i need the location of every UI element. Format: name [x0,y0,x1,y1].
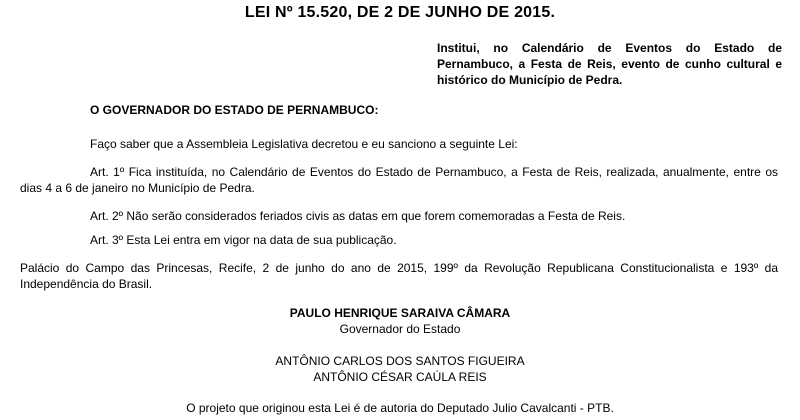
governor-heading: O GOVERNADOR DO ESTADO DE PERNAMBUCO: [90,103,379,117]
secretary-name: ANTÔNIO CARLOS DOS SANTOS FIGUEIRA [275,354,525,368]
article-3: Art. 3º Esta Lei entra em vigor na data de sua publicação. [90,233,397,247]
article-2: Art. 2º Não serão considerados feriados civis as datas em que forem comemoradas a Festa de Reis. [90,209,626,223]
governor-role: Governador do Estado [339,322,461,336]
article-1: Art. 1º Fica instituída, no Calendário de Eventos do Estado de Pernambuco, a Festa de Reis, realizada, anualmente, entre os dias 4 a 6 de janeiro no Município de Pedra. [20,165,778,195]
law-title: LEI Nº 15.520, DE 2 DE JUNHO DE 2015. [244,4,556,21]
authorship-note: O projeto que originou esta Lei é de autoria do Deputado Julio Cavalcanti - PTB. [186,401,614,415]
law-ementa: Institui, no Calendário de Eventos do Estado de Pernambuco, a Festa de Reis, evento de cunho cultural e histórico do Município de Pedra. [437,41,782,87]
enactment-clause: Faço saber que a Assembleia Legislativa decretou e eu sanciono a seguinte Lei: [90,137,518,151]
governor-name: PAULO HENRIQUE SARAIVA CÂMARA [289,306,511,320]
secretary-name: ANTÔNIO CÉSAR CAÚLA REIS [313,370,487,384]
place-date-clause: Palácio do Campo das Princesas, Recife, 2 de junho do ano de 2015, 199º da Revolução Republicana Constitucionalista e 193º da Independência do Brasil. [20,261,778,291]
